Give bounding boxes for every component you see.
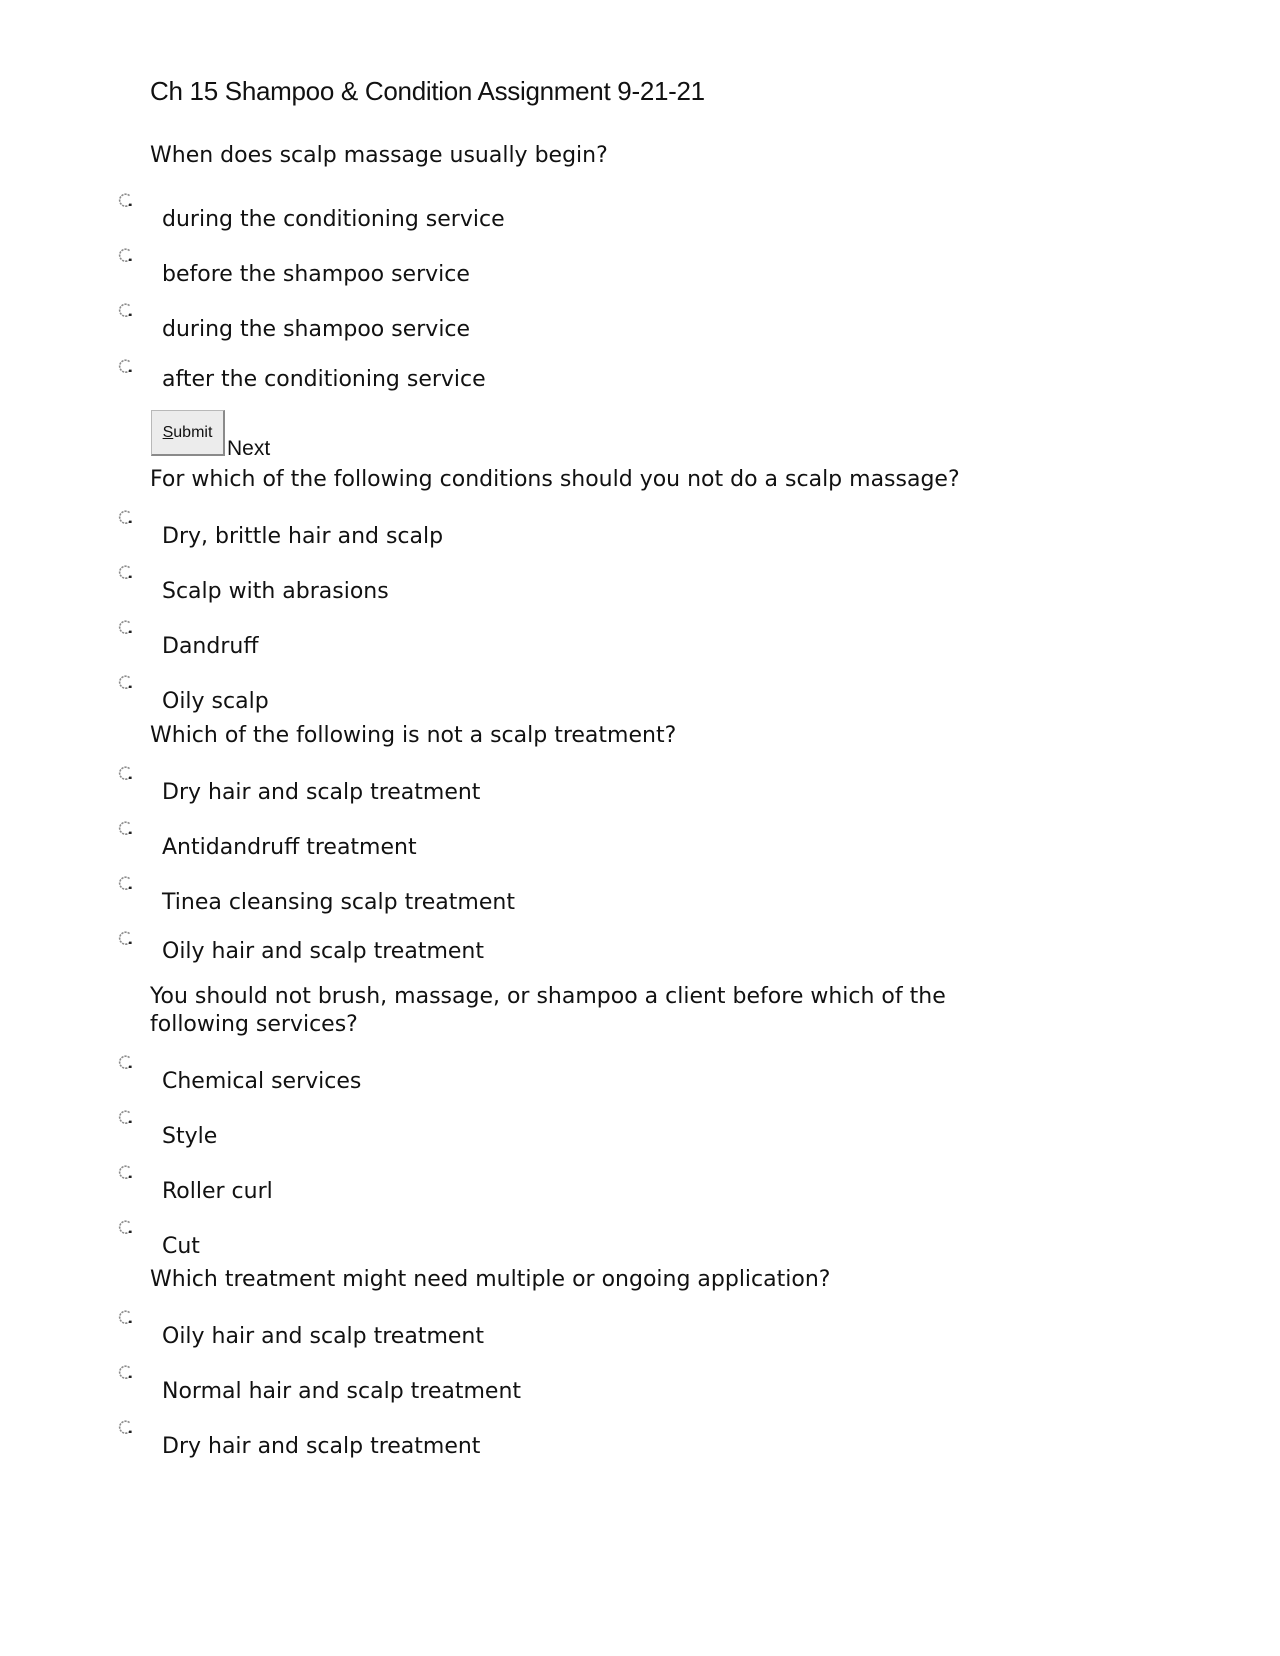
question-1-text: When does scalp massage usually begin? [150, 143, 608, 168]
next-link[interactable]: Next [227, 437, 271, 460]
question-3-option-2[interactable] [118, 821, 818, 860]
question-5-option-3[interactable] [118, 1420, 818, 1459]
radio-icon[interactable] [118, 766, 133, 781]
question-4-option-3[interactable] [118, 1165, 818, 1204]
question-2-option-1[interactable] [118, 510, 818, 549]
question-1-option-1[interactable] [118, 193, 818, 232]
question-2-text: For which of the following conditions should you not do a scalp massage? [150, 467, 960, 492]
option-label: Oily hair and scalp treatment [162, 1324, 484, 1349]
option-label: Style [162, 1124, 218, 1149]
question-5-option-2[interactable] [118, 1365, 818, 1404]
radio-icon[interactable] [118, 675, 133, 690]
option-label: Dandruff [162, 634, 259, 659]
radio-icon[interactable] [118, 1110, 133, 1125]
submit-accesskey: S [162, 423, 174, 441]
option-label: Scalp with abrasions [162, 579, 389, 604]
question-4-option-2[interactable] [118, 1110, 818, 1149]
option-label: Chemical services [162, 1069, 362, 1094]
submit-button[interactable] [151, 410, 225, 456]
question-4-option-4[interactable] [118, 1220, 818, 1259]
question-3-option-3[interactable] [118, 876, 818, 915]
question-2-option-4[interactable] [118, 675, 818, 714]
question-2-option-2[interactable] [118, 565, 818, 604]
question-3-option-4[interactable] [118, 931, 818, 965]
question-4-option-1[interactable] [118, 1055, 818, 1094]
question-1-option-2[interactable] [118, 248, 818, 287]
question-5-text: Which treatment might need multiple or ongoing application? [150, 1267, 831, 1292]
question-3-text: Which of the following is not a scalp treatment? [150, 723, 677, 748]
option-label: during the conditioning service [162, 207, 505, 232]
question-4-text: You should not brush, massage, or shampoo a client before which of the following services? [150, 984, 946, 1037]
option-label: after the conditioning service [162, 367, 486, 392]
question-3-option-1[interactable] [118, 766, 818, 805]
radio-icon[interactable] [118, 876, 133, 891]
question-1-option-4[interactable] [118, 359, 818, 393]
radio-icon[interactable] [118, 193, 133, 208]
radio-icon[interactable] [118, 1220, 133, 1235]
option-label: Dry, brittle hair and scalp [162, 524, 444, 549]
question-2-option-3[interactable] [118, 620, 818, 659]
option-label: Dry hair and scalp treatment [162, 1434, 481, 1459]
document-title: Ch 15 Shampoo & Condition Assignment 9-21-21 [150, 76, 705, 106]
question-5-option-1[interactable] [118, 1310, 818, 1349]
radio-icon[interactable] [118, 620, 133, 635]
radio-icon[interactable] [118, 821, 133, 836]
radio-icon[interactable] [118, 1165, 133, 1180]
option-label: Cut [162, 1234, 200, 1259]
submit-label: ubmit [173, 423, 213, 441]
radio-icon[interactable] [118, 931, 133, 946]
option-label: before the shampoo service [162, 262, 470, 287]
option-label: Roller curl [162, 1179, 273, 1204]
radio-icon[interactable] [118, 1310, 133, 1325]
radio-icon[interactable] [118, 1365, 133, 1380]
option-label: during the shampoo service [162, 317, 471, 342]
option-label: Antidandruff treatment [162, 835, 417, 860]
radio-icon[interactable] [118, 1420, 133, 1435]
option-label: Tinea cleansing scalp treatment [162, 890, 515, 915]
radio-icon[interactable] [118, 510, 133, 525]
radio-icon[interactable] [118, 303, 133, 318]
question-1-option-3[interactable] [118, 303, 818, 342]
radio-icon[interactable] [118, 248, 133, 263]
option-label: Oily hair and scalp treatment [162, 939, 484, 964]
radio-icon[interactable] [118, 359, 133, 374]
option-label: Oily scalp [162, 689, 269, 714]
option-label: Normal hair and scalp treatment [162, 1379, 522, 1404]
radio-icon[interactable] [118, 565, 133, 580]
option-label: Dry hair and scalp treatment [162, 780, 481, 805]
radio-icon[interactable] [118, 1055, 133, 1070]
